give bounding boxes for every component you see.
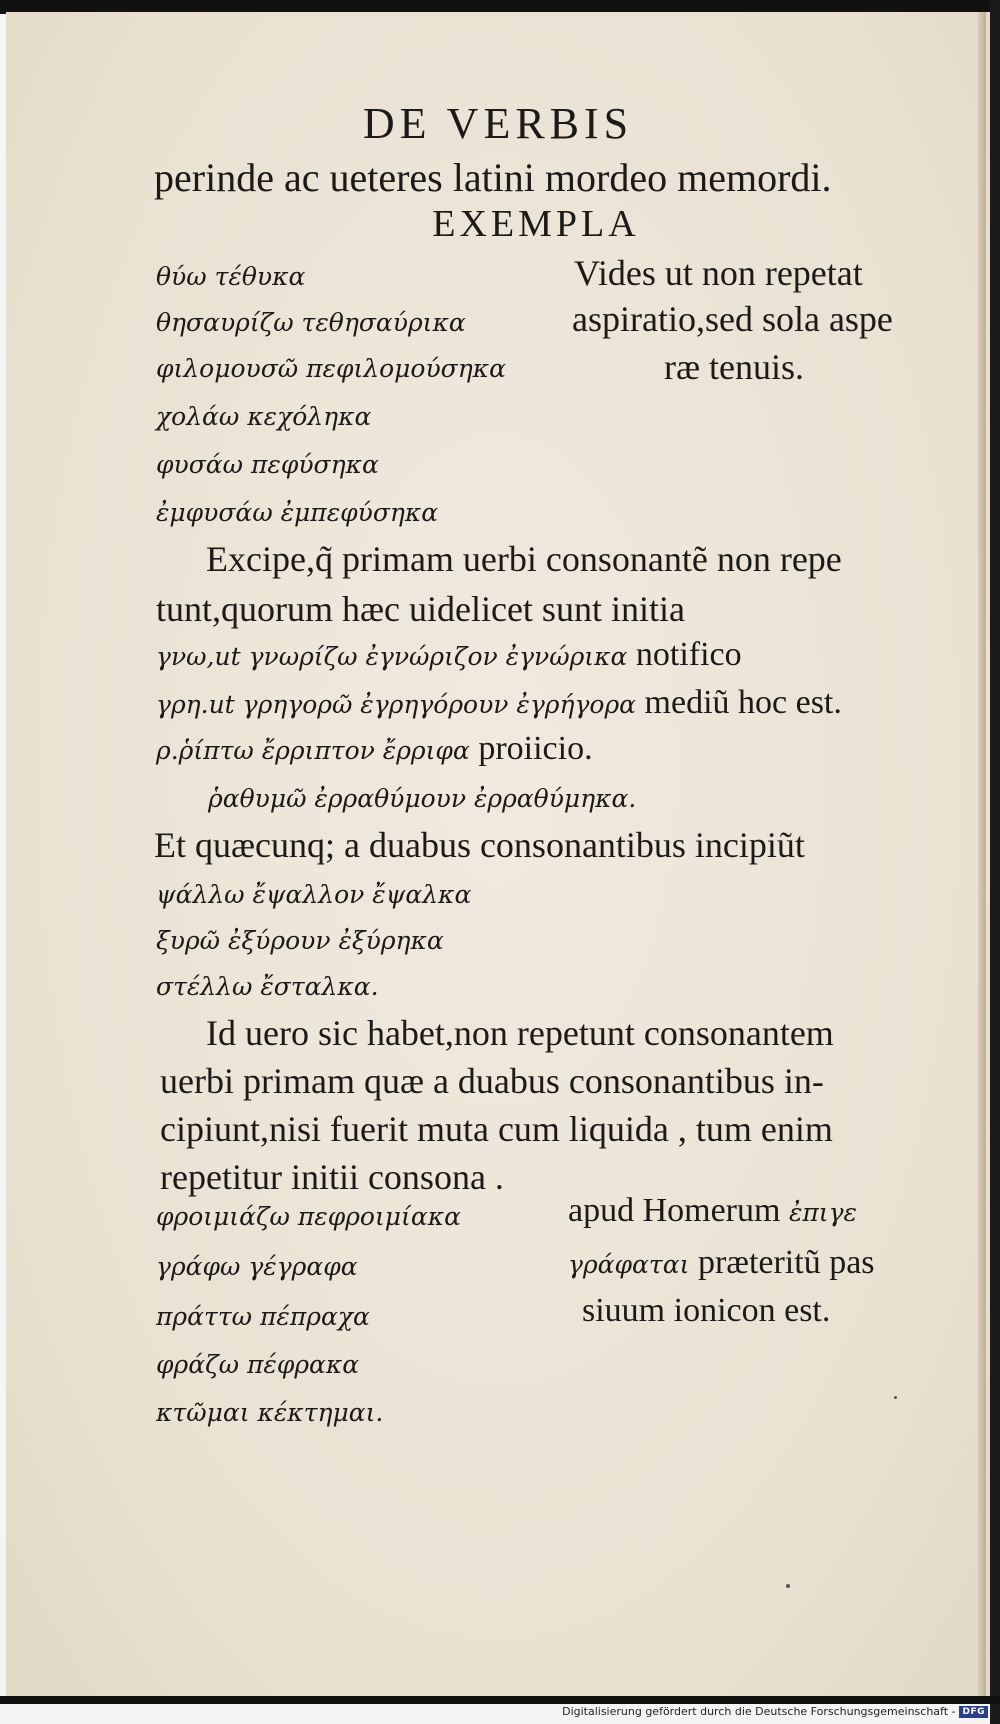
example-word: στέλλω ἔσταλκα. — [156, 972, 379, 1001]
side-note-line: Vides ut non repetat — [574, 253, 863, 293]
example-word: φυσάω πεφύσηκα — [156, 450, 379, 479]
greek-text: γρη.ut γρηγορῶ ἐγρηγόρουν ἐγρήγορα — [156, 690, 637, 719]
example-word: ἐμφυσάω ἐμπεφύσηκα — [156, 498, 439, 527]
scan-frame-bottom — [0, 1696, 1000, 1704]
greek-note: ἐπιγε — [788, 1198, 857, 1227]
paragraph-line: uerbi primam quæ a duabus consonantibus in- — [160, 1061, 824, 1101]
latin-note: præteritũ pas — [697, 1244, 875, 1281]
ink-speck — [894, 1396, 897, 1399]
side-note-row — [568, 1192, 857, 1230]
example-word: φράζω πέφρακα — [156, 1350, 360, 1379]
example-word: φιλομουσῶ πεφιλομούσηκα — [156, 354, 506, 383]
page-edge-shadow — [978, 12, 986, 1696]
side-note-row — [568, 1244, 875, 1282]
greek-note: γράφαται — [568, 1250, 690, 1279]
paragraph-line: Excipe,q̃ primam uerbi consonantẽ non repe — [206, 539, 842, 579]
example-word: πράττω πέπραχα — [156, 1302, 370, 1331]
latin-gloss: proiicio. — [478, 730, 593, 767]
latin-note: siuum ionicon est. — [582, 1292, 831, 1329]
paragraph-line: repetitur initii consona . — [160, 1157, 504, 1197]
example-row — [156, 730, 593, 768]
example-row — [156, 684, 842, 722]
intro-line: perinde ac ueteres latini mordeo memordi. — [154, 155, 832, 200]
example-word: ξυρῶ ἐξύρουν ἐξύρηκα — [156, 926, 444, 955]
example-word: ψάλλω ἔψαλλον ἔψαλκα — [156, 880, 472, 909]
scan-frame-right — [990, 0, 1000, 1724]
book-page — [6, 12, 990, 1696]
latin-note: apud Homerum — [568, 1192, 781, 1229]
paragraph-line: cipiunt,nisi fuerit muta cum liquida , tum enim — [160, 1109, 833, 1149]
digitization-credit — [562, 1705, 988, 1718]
example-word: θησαυρίζω τεθησαύρικα — [156, 308, 466, 337]
paragraph-line: Id uero sic habet,non repetunt consonantem — [206, 1013, 834, 1053]
side-note-line: ræ tenuis. — [664, 347, 804, 387]
exempla-heading: EXEMPLA — [432, 203, 640, 245]
example-row — [208, 778, 636, 816]
side-note-line: aspiratio,sed sola aspe — [572, 299, 893, 339]
greek-text: ῥαθυμῶ ἐρραθύμουν ἐρραθύμηκα. — [208, 784, 637, 813]
ink-speck — [786, 1584, 790, 1588]
credit-text: Digitalisierung gefördert durch die Deutsche Forschungsgemeinschaft - — [562, 1705, 956, 1718]
paragraph-line: tunt,quorum hæc uidelicet sunt initia — [156, 589, 685, 629]
paragraph-line: Et quæcunq; a duabus consonantibus incipiũt — [154, 825, 805, 865]
example-word: φροιμιάζω πεφροιμίακα — [156, 1202, 461, 1231]
latin-gloss: notifico — [635, 636, 742, 673]
greek-text: γνω,ut γνωρίζω ἐγνώριζον ἐγνώρικα — [156, 642, 628, 671]
side-note-row — [582, 1292, 830, 1330]
example-word: γράφω γέγραφα — [156, 1252, 358, 1281]
greek-text: ρ.ῥίπτω ἔρριπτον ἔρριφα — [156, 736, 470, 765]
page-title: DE VERBIS — [362, 99, 634, 148]
example-word: χολάω κεχόληκα — [156, 402, 372, 431]
example-row — [156, 636, 742, 674]
latin-gloss: mediũ hoc est. — [644, 684, 842, 721]
example-word: θύω τέθυκα — [156, 262, 306, 291]
dfg-logo: DFG — [959, 1706, 988, 1718]
example-word: κτῶμαι κέκτημαι. — [156, 1398, 384, 1427]
